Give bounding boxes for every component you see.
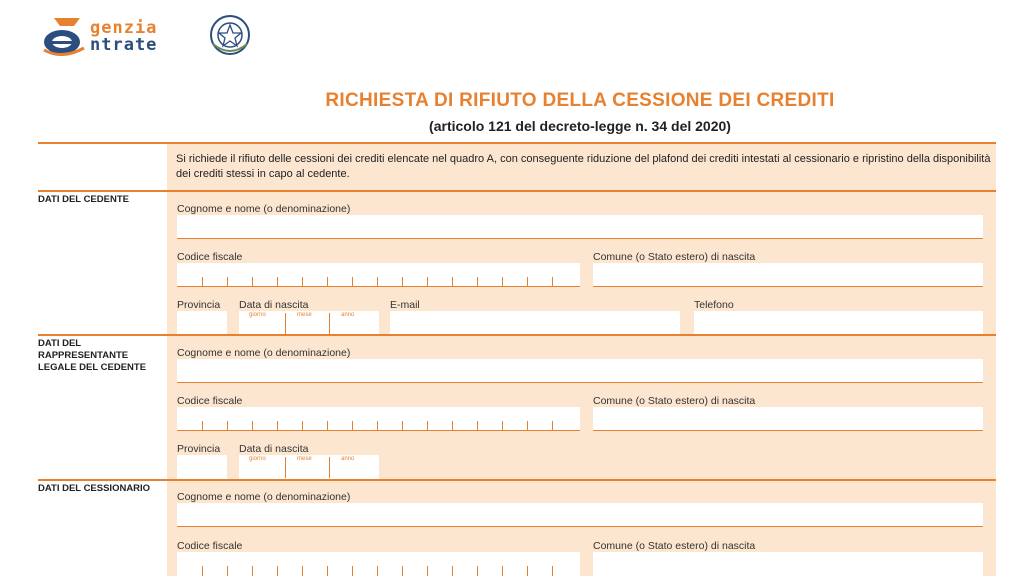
- cedente-province-label: Provincia: [177, 299, 221, 311]
- rappresentante-province-label: Provincia: [177, 443, 221, 455]
- year-sublabel: anno: [341, 456, 355, 462]
- cessionario-birthplace-label: Comune (o Stato estero) di nascita: [593, 540, 756, 552]
- form-top-divider: [38, 142, 996, 144]
- cessionario-cf-field[interactable]: [177, 552, 580, 576]
- rappresentante-name-label: Cognome e nome (o denominazione): [177, 347, 351, 359]
- cedente-phone-field[interactable]: [694, 311, 983, 335]
- cessionario-name-field[interactable]: [177, 503, 983, 527]
- section-label-cessionario: DATI DEL CESSIONARIO: [38, 483, 151, 494]
- rappresentante-name-field[interactable]: [177, 359, 983, 383]
- cedente-birthdate-label: Data di nascita: [239, 299, 309, 311]
- section-divider: [38, 479, 996, 481]
- year-sublabel: anno: [341, 312, 355, 318]
- agenzia-entrate-logo: [38, 14, 258, 58]
- cedente-province-field[interactable]: [177, 311, 227, 335]
- cedente-birthdate-field[interactable]: [239, 311, 379, 335]
- cedente-name-label: Cognome e nome (o denominazione): [177, 203, 351, 215]
- logo-text-agenzia: genzia: [90, 18, 158, 38]
- logo-text-entrate: ntrate: [90, 35, 158, 55]
- section-divider: [38, 334, 996, 336]
- request-form: [38, 142, 996, 576]
- rappresentante-birthplace-label: Comune (o Stato estero) di nascita: [593, 395, 756, 407]
- cedente-birthplace-field[interactable]: [593, 263, 983, 287]
- rappresentante-cf-field[interactable]: [177, 407, 580, 431]
- logo-mark-icon: [40, 16, 90, 56]
- cedente-birthplace-label: Comune (o Stato estero) di nascita: [593, 251, 756, 263]
- cedente-phone-label: Telefono: [694, 299, 734, 311]
- rappresentante-birthplace-field[interactable]: [593, 407, 983, 431]
- document-subtitle: (articolo 121 del decreto-legge n. 34 del 2020): [429, 118, 731, 134]
- rappresentante-birthdate-label: Data di nascita: [239, 443, 309, 455]
- intro-text: Si richiede il rifiuto delle cessioni dei crediti elencate nel quadro A, con conseguente riduzione del plafond dei crediti intestati al cessionario e ripristino della disponibilità dei crediti stessi in capo al cedente.: [176, 153, 991, 180]
- cessionario-cf-label: Codice fiscale: [177, 540, 243, 552]
- section-label-cedente: DATI DEL CEDENTE: [38, 194, 129, 205]
- cessionario-birthplace-field[interactable]: [593, 552, 983, 576]
- section-label-rappresentante: DATI DEL RAPPRESENTANTE LEGALE DEL CEDENTE: [38, 338, 147, 373]
- month-sublabel: mese: [297, 312, 312, 318]
- rappresentante-cf-label: Codice fiscale: [177, 395, 243, 407]
- cedente-cf-label: Codice fiscale: [177, 251, 243, 263]
- document-title: RICHIESTA DI RIFIUTO DELLA CESSIONE DEI CREDITI: [325, 90, 835, 111]
- day-sublabel: giorno: [249, 312, 266, 318]
- section-divider: [38, 190, 996, 192]
- cedente-name-field[interactable]: [177, 215, 983, 239]
- rappresentante-birthdate-field[interactable]: [239, 455, 379, 479]
- rappresentante-province-field[interactable]: [177, 455, 227, 479]
- day-sublabel: giorno: [249, 456, 266, 462]
- cedente-email-label: E-mail: [390, 299, 420, 311]
- cessionario-name-label: Cognome e nome (o denominazione): [177, 491, 351, 503]
- month-sublabel: mese: [297, 456, 312, 462]
- cedente-cf-field[interactable]: [177, 263, 580, 287]
- cedente-email-field[interactable]: [390, 311, 680, 335]
- republic-emblem-icon: [208, 14, 252, 56]
